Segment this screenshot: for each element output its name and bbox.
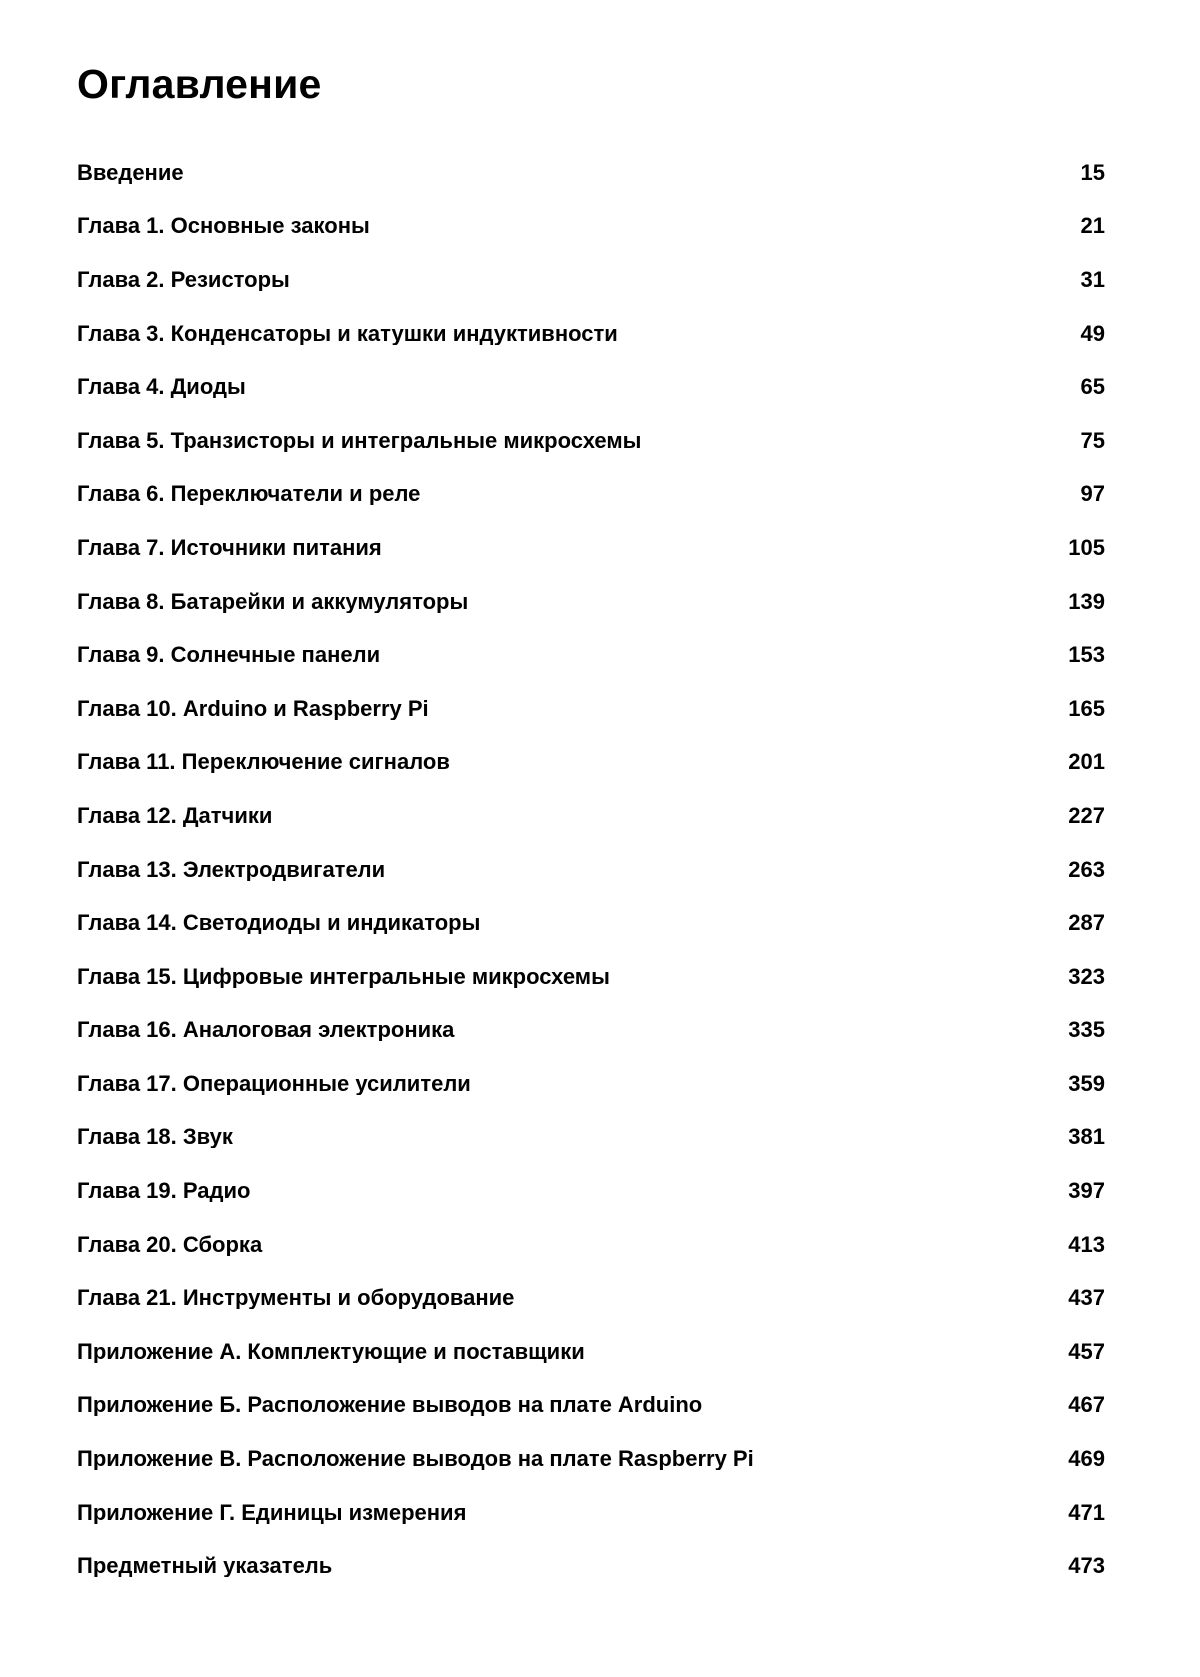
toc-entry-page-number: 437 [1068,1285,1105,1311]
toc-entry [77,1218,1105,1272]
toc-entry-page-number: 31 [1080,266,1105,292]
toc-entry [77,1432,1105,1486]
toc-entry-page-number: 359 [1068,1070,1105,1096]
toc-entry [77,1486,1105,1540]
toc-entry [77,200,1105,254]
toc-entry-title: Введение [77,161,184,184]
toc-entry [77,1004,1105,1058]
toc-entry-page-number: 471 [1068,1499,1105,1525]
toc-entry-title: Предметный указатель [77,1555,333,1578]
toc-entry-page-number: 469 [1068,1446,1105,1472]
toc-entry-title: Глава 15. Цифровые интегральные микросхемы [77,965,610,988]
toc-entry [77,950,1105,1004]
toc-entry [77,253,1105,307]
toc-entry [77,736,1105,790]
toc-entry-page-number: 335 [1068,1017,1105,1043]
toc-entry-title: Глава 18. Звук [77,1126,233,1149]
toc-entry-page-number: 165 [1068,695,1105,721]
toc-entry-title: Глава 5. Транзисторы и интегральные микросхемы [77,429,642,452]
toc-entry-title: Глава 21. Инструменты и оборудование [77,1287,515,1310]
toc-entry-page-number: 473 [1068,1553,1105,1579]
toc-entry [77,146,1105,200]
toc-entry-page-number: 263 [1068,856,1105,882]
toc-entry-title: Глава 8. Батарейки и аккумуляторы [77,590,469,613]
toc-entry-title: Глава 12. Датчики [77,804,273,827]
toc-entry [77,896,1105,950]
toc-entry [77,575,1105,629]
toc-entry [77,1111,1105,1165]
table-of-contents [77,146,1105,1593]
page-title: Оглавление [77,61,322,107]
toc-entry-title: Глава 13. Электродвигатели [77,858,386,881]
toc-entry-page-number: 287 [1068,910,1105,936]
toc-entry-page-number: 467 [1068,1392,1105,1418]
toc-entry-title: Глава 9. Солнечные панели [77,644,381,667]
toc-entry-title: Глава 17. Операционные усилители [77,1072,471,1095]
toc-entry-title: Глава 14. Светодиоды и индикаторы [77,912,481,935]
toc-entry-page-number: 139 [1068,588,1105,614]
toc-entry [77,843,1105,897]
toc-entry [77,468,1105,522]
toc-entry [77,1325,1105,1379]
toc-entry-page-number: 397 [1068,1178,1105,1204]
toc-entry [77,360,1105,414]
toc-entry-title: Глава 3. Конденсаторы и катушки индуктивности [77,322,618,345]
toc-entry-title: Глава 2. Резисторы [77,268,290,291]
toc-entry [77,1057,1105,1111]
toc-entry-page-number: 21 [1080,213,1105,239]
toc-entry-title: Приложение Б. Расположение выводов на плате Arduino [77,1394,703,1417]
toc-entry-page-number: 15 [1080,159,1105,185]
toc-entry-title: Глава 4. Диоды [77,376,246,399]
toc-entry-title: Глава 10. Arduino и Raspberry Pi [77,697,429,720]
toc-entry [77,414,1105,468]
toc-entry-page-number: 65 [1080,374,1105,400]
toc-entry-title: Глава 19. Радио [77,1180,251,1203]
toc-entry [77,789,1105,843]
toc-entry-title: Приложение В. Расположение выводов на плате Raspberry Pi [77,1448,754,1471]
toc-entry-title: Глава 7. Источники питания [77,536,382,559]
toc-entry-title: Глава 20. Сборка [77,1233,263,1256]
toc-entry-page-number: 201 [1068,749,1105,775]
toc-entry [77,521,1105,575]
toc-entry-page-number: 153 [1068,642,1105,668]
toc-entry [77,1379,1105,1433]
toc-entry-title: Приложение Г. Единицы измерения [77,1501,467,1524]
toc-entry-page-number: 381 [1068,1124,1105,1150]
toc-entry-title: Приложение А. Комплектующие и поставщики [77,1340,585,1363]
toc-entry-page-number: 75 [1080,427,1105,453]
toc-entry-page-number: 49 [1080,320,1105,346]
toc-entry [77,628,1105,682]
toc-entry-page-number: 105 [1068,534,1105,560]
toc-entry [77,1539,1105,1593]
toc-entry-page-number: 227 [1068,802,1105,828]
toc-entry-title: Глава 1. Основные законы [77,215,370,238]
toc-entry [77,1164,1105,1218]
toc-entry-page-number: 457 [1068,1338,1105,1364]
toc-entry [77,1271,1105,1325]
toc-entry-title: Глава 16. Аналоговая электроника [77,1019,455,1042]
toc-entry-title: Глава 11. Переключение сигналов [77,751,450,774]
toc-entry-title: Глава 6. Переключатели и реле [77,483,421,506]
toc-entry [77,682,1105,736]
toc-entry-page-number: 97 [1080,481,1105,507]
toc-entry [77,307,1105,361]
toc-entry-page-number: 413 [1068,1231,1105,1257]
toc-entry-page-number: 323 [1068,963,1105,989]
